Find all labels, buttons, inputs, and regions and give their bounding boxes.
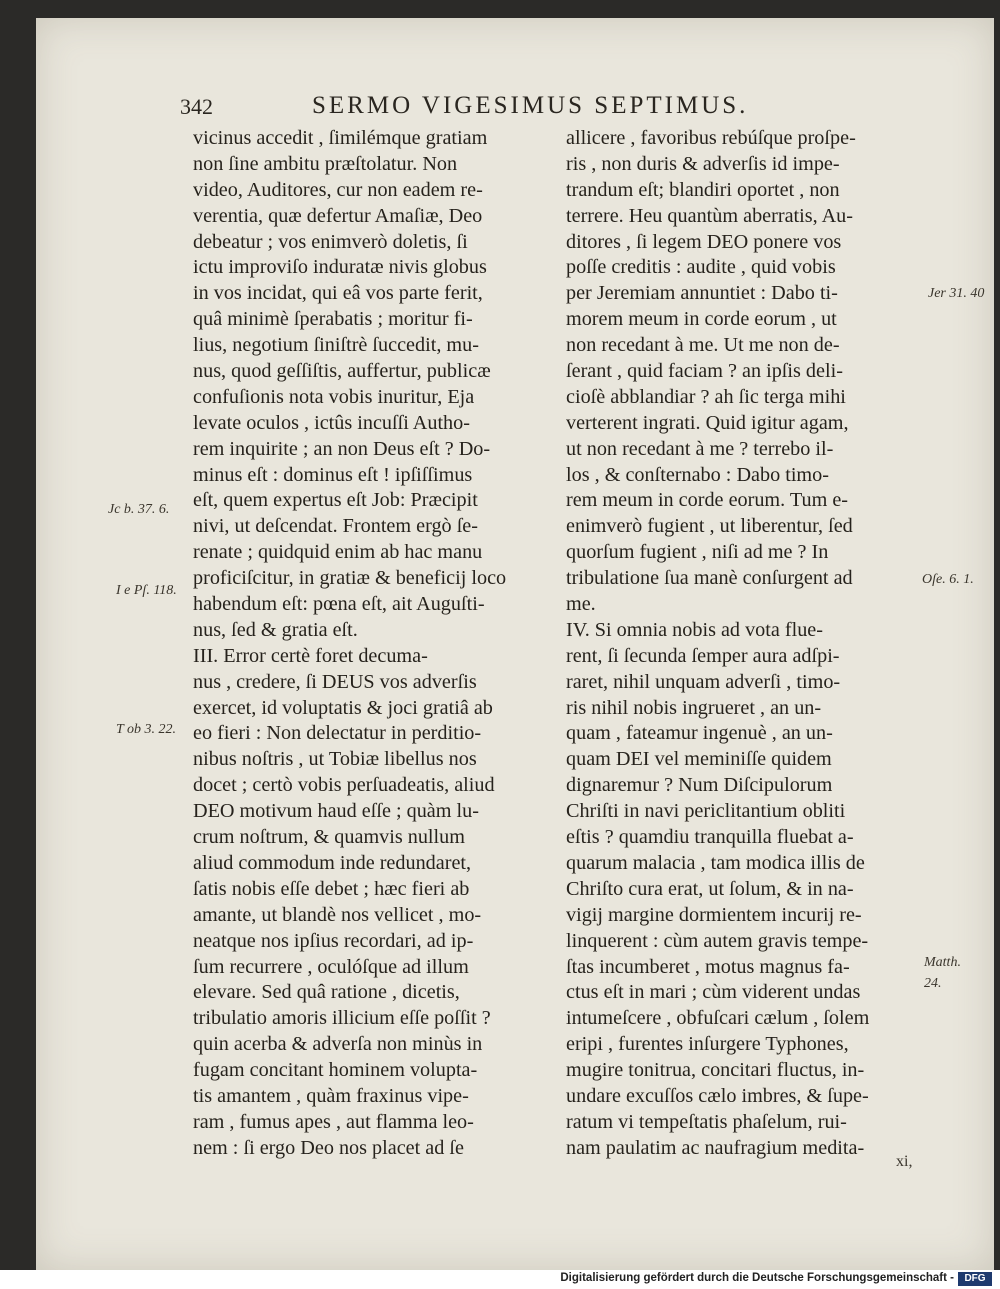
left-column-line: eſt, quem expertus eſt Job: Præcipit <box>193 489 478 512</box>
left-column-line: minus eſt : dominus eſt ! ipſiſſimus <box>193 463 473 486</box>
margin-note-job: Jc b. 37. 6. <box>108 502 170 517</box>
right-column-line: non recedant à me. Ut me non de- <box>566 334 840 357</box>
right-column-line: terrere. Heu quantùm aberratis, Au- <box>566 204 853 227</box>
right-column-line: ſerant , quid faciam ? an ipſis deli- <box>566 360 843 383</box>
right-column-line: mugire tonitrua, concitari fluctus, in- <box>566 1059 865 1082</box>
right-column-line: rent, ſi ſecunda ſemper aura adſpi- <box>566 644 840 667</box>
left-column-line: levate oculos , ictûs incuſſi Autho- <box>193 411 470 434</box>
right-column-line: quorſum fugient , niſi ad me ? In <box>566 541 829 564</box>
left-column-line: nem : ſi ergo Deo nos placet ad ſe <box>193 1136 464 1159</box>
right-column-line: vigij margine dormientem incurij re- <box>566 903 862 926</box>
footer-credit: Digitalisierung gefördert durch die Deutsche Forschungsgemeinschaft - <box>560 1272 954 1284</box>
running-title: SERMO VIGESIMUS SEPTIMUS. <box>312 92 749 119</box>
page-header <box>180 92 800 126</box>
left-column-line: fugam concitant hominem volupta- <box>193 1059 478 1082</box>
left-column-line: verentia, quæ defertur Amaſiæ, Deo <box>193 204 483 227</box>
left-column-line: quâ minimè ſperabatis ; moritur fi- <box>193 308 473 331</box>
left-column-line: non ſine ambitu præſtolatur. Non <box>193 152 458 175</box>
left-column-line: ſum recurrere , oculóſque ad illum <box>193 955 469 978</box>
left-column-line: ſatis nobis eſſe debet ; hæc fieri ab <box>193 877 470 900</box>
left-column-line: DEO motivum haud eſſe ; quàm lu- <box>193 800 479 823</box>
left-column-line: ram , fumus apes , aut flamma leo- <box>193 1110 474 1133</box>
right-column-line: trandum eſt; blandiri oportet , non <box>566 178 840 201</box>
left-column-line: crum noſtrum, & quamvis nullum <box>193 826 465 849</box>
left-column-line: tis amantem , quàm fraxinus vipe- <box>193 1084 469 1107</box>
right-column-line: rem meum in corde eorum. Tum e- <box>566 489 849 512</box>
right-column-line: Chriſto cura erat, ut ſolum, & in na- <box>566 877 854 900</box>
page-number: 342 <box>180 94 213 119</box>
left-column-line: habendum eſt: pœna eſt, ait Auguſti- <box>193 593 485 616</box>
left-column-line: ictu improviſo induratæ nivis globus <box>193 256 487 279</box>
margin-note-matthew: Matth. <box>924 955 961 970</box>
left-column-line: video, Auditores, cur non eadem re- <box>193 178 483 201</box>
left-column-line: vicinus accedit , ſimilémque gratiam <box>193 127 488 149</box>
right-column-line: ratum vi tempeſtatis phaſelum, rui- <box>566 1110 847 1133</box>
margin-note-psalm: I e Pſ. 118. <box>116 583 177 598</box>
right-column-line: intumeſcere , obfuſcari cælum , ſolem <box>566 1007 870 1030</box>
footer-bar <box>0 1270 1000 1289</box>
right-column-line: verterent ingrati. Quid igitur agam, <box>566 411 849 434</box>
right-column-line: linquerent : cùm autem gravis tempe- <box>566 929 869 952</box>
left-column-line: docet ; certò vobis perſuadeatis, aliud <box>193 774 495 797</box>
left-column-line: eo fieri : Non delectatur in perditio- <box>193 722 482 745</box>
left-column-line: debeatur ; vos enimverò doletis, ſi <box>193 230 468 253</box>
left-column-line: quin acerba & adverſa non minùs in <box>193 1033 483 1056</box>
left-column-line: nus, ſed & gratia eſt. <box>193 618 358 641</box>
left-column-line: amante, ut blandè nos vellicet , mo- <box>193 903 482 926</box>
left-column-line: rem inquirite ; an non Deus eſt ? Do- <box>193 437 491 460</box>
right-column-line: ris nihil nobis ingrueret , an un- <box>566 696 822 719</box>
right-column-line: quam , fateamur ingenuè , an un- <box>566 722 833 745</box>
left-column-line: aliud commodum inde redundaret, <box>193 851 472 874</box>
right-column-line: morem meum in corde eorum , ut <box>566 308 837 331</box>
left-column-line: nibus noſtris , ut Tobiæ libellus nos <box>193 748 477 771</box>
left-column-line: III. Error certè foret decuma- <box>193 644 428 667</box>
margin-note-matthew-verse: 24. <box>924 976 942 991</box>
right-column-line: nam paulatim ac naufragium medita- <box>566 1136 865 1159</box>
right-column-line: eripi , furentes inſurgere Typhones, <box>566 1033 849 1056</box>
left-column-line: nivi, ut deſcendat. Frontem ergò ſe- <box>193 515 478 538</box>
left-column-line: exercet, id voluptatis & joci gratiâ ab <box>193 696 493 719</box>
right-column-line: quam DEI vel meminiſſe quidem <box>566 748 832 771</box>
right-column-line: ris , non duris & adverſis id impe- <box>566 152 840 175</box>
left-column-line: nus, quod geſſiſtis, auffertur, publicæ <box>193 360 491 383</box>
right-column-line: ſtas incumberet , motus magnus fa- <box>566 955 850 978</box>
left-column-line: neatque nos ipſius recordari, ad ip- <box>193 929 474 952</box>
right-column-line: eſtis ? quamdiu tranquilla fluebat a- <box>566 826 854 849</box>
left-column-line: confuſionis nota vobis inuritur, Eja <box>193 385 475 408</box>
right-column-line: Chriſti in navi periclitantium obliti <box>566 800 846 823</box>
right-column-line: per Jeremiam annuntiet : Dabo ti- <box>566 282 838 305</box>
left-column-line: tribulatio amoris illicium eſſe poſſit ? <box>193 1007 491 1030</box>
right-column-line: allicere , favoribus rebúſque proſpe- <box>566 127 856 149</box>
right-column-line: ditores , ſi legem DEO ponere vos <box>566 230 842 253</box>
right-column-line: ut non recedant à me ? terrebo il- <box>566 437 834 460</box>
left-column-line: elevare. Sed quâ ratione , dicetis, <box>193 981 460 1004</box>
left-column-line: nus , credere, ſi DEUS vos adverſis <box>193 670 477 693</box>
left-text-column <box>193 126 545 1162</box>
right-column-line: undare excuſſos cælo imbres, & ſupe- <box>566 1084 869 1107</box>
right-column-line: poſſe creditis : audite , quid vobis <box>566 256 836 279</box>
left-column-line: proficiſcitur, in gratiæ & beneficij loco <box>193 567 507 590</box>
right-column-line: cioſè abblandiar ? ah ſic terga mihi <box>566 385 846 408</box>
right-column-line: quarum malacia , tam modica illis de <box>566 851 865 874</box>
right-column-line: dignaremur ? Num Diſcipulorum <box>566 774 833 797</box>
right-column-line: raret, nihil unquam adverſi , timo- <box>566 670 841 693</box>
right-column-line: IV. Si omnia nobis ad vota flue- <box>566 618 823 641</box>
right-column-line: ctus eſt in mari ; cùm viderent undas <box>566 981 861 1004</box>
right-column-line: los , & conſternabo : Dabo timo- <box>566 463 829 486</box>
dfg-logo: DFG <box>958 1272 992 1286</box>
right-column-line: tribulatione ſua manè conſurgent ad <box>566 567 853 590</box>
right-column-line: me. <box>566 593 596 616</box>
right-column-line: enimverò fugient , ut liberentur, ſed <box>566 515 853 538</box>
margin-note-hosea: Oſe. 6. 1. <box>922 572 974 587</box>
left-column-line: in vos incidat, qui eâ vos parte ferit, <box>193 282 483 305</box>
catchword: xi, <box>896 1153 913 1170</box>
margin-note-tobit: T ob 3. 22. <box>116 722 177 737</box>
left-column-line: renate ; quidquid enim ab hac manu <box>193 541 483 564</box>
margin-note-jeremiah: Jer 31. 40 <box>928 286 985 301</box>
left-column-line: lius, negotium ſiniſtrè ſuccedit, mu- <box>193 334 479 357</box>
right-text-column <box>566 126 922 1162</box>
